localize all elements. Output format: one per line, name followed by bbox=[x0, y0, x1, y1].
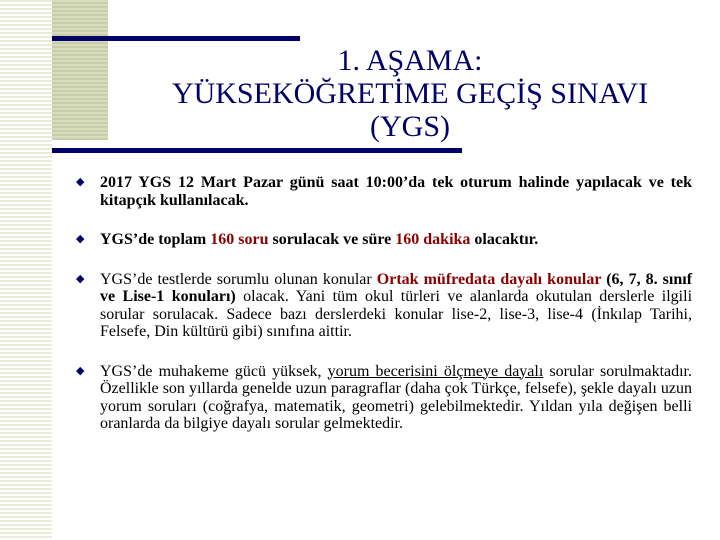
diamond-bullet-icon: ◆ bbox=[76, 364, 85, 377]
diamond-bullet-icon: ◆ bbox=[76, 272, 85, 285]
diamond-bullet-icon: ◆ bbox=[76, 233, 85, 245]
bullet-text: olacaktır. bbox=[470, 231, 539, 248]
bullet-text: sorular sorulmaktadır. Özellikle son yıllarda genelde uzun paragraflar (daha çok Türkçe, felsefe), şekle dayalı uzun yorum soruları (coğrafya, matematik, geometri) gelebilmektedir. Yıldan yıla değişen belli oranlarda da bilgiye dayalı sorular gelmektedir. bbox=[100, 362, 693, 432]
bullet-item-exam-date bbox=[76, 174, 692, 209]
bullet-text: YGS’de toplam bbox=[100, 231, 211, 248]
bullet-text: YGS’de muhakeme gücü yüksek, bbox=[100, 362, 328, 380]
title-line-3: (YGS) bbox=[370, 110, 450, 143]
bullet-item-topics bbox=[76, 271, 692, 341]
diamond-bullet-icon: ◆ bbox=[76, 176, 85, 188]
bullet-highlight-curriculum: Ortak müfredata dayalı konular bbox=[376, 270, 602, 288]
bullet-list bbox=[76, 174, 692, 455]
left-decorative-stripes bbox=[0, 0, 52, 540]
title-rule-top bbox=[52, 36, 300, 41]
bullet-highlight-minutes: 160 dakika bbox=[395, 231, 471, 248]
bullet-text: olacak. Yani tüm okul türleri ve alanlarda okutulan derslerle ilgili sorular sorulacak. Sadece bazı derslerdeki konular lise-2, lise-3, lise-4 (İnkılap Tarihi, Felsefe, Din kültürü gibi) sınıfına aittir. bbox=[100, 288, 693, 340]
bullet-text: YGS’de testlerde sorumlu olunan konular bbox=[100, 270, 377, 288]
title-rule-bottom bbox=[52, 148, 462, 153]
title-line-2: YÜKSEKÖĞRETİME GEÇİŞ SINAVI bbox=[171, 77, 649, 110]
slide-title bbox=[110, 44, 710, 143]
title-accent-block bbox=[52, 0, 108, 140]
bullet-bold-grades: (6, 7, 8. sınıf ve Lise-1 konuları) bbox=[100, 270, 693, 305]
bullet-text: 2017 YGS 12 Mart Pazar günü saat 10:00’da tek oturum halinde yapılacak ve tek kitapçık kullanılacak. bbox=[100, 174, 692, 209]
bullet-highlight-questions: 160 soru bbox=[210, 231, 269, 248]
bullet-underlined-skill: yorum becerisini ölçmeye dayalı bbox=[327, 362, 544, 380]
bullet-text: sorulacak ve süre bbox=[268, 231, 396, 248]
title-line-1: 1. AŞAMA: bbox=[337, 44, 483, 77]
bullet-item-question-count bbox=[76, 231, 692, 249]
bullet-item-reasoning bbox=[76, 363, 692, 433]
